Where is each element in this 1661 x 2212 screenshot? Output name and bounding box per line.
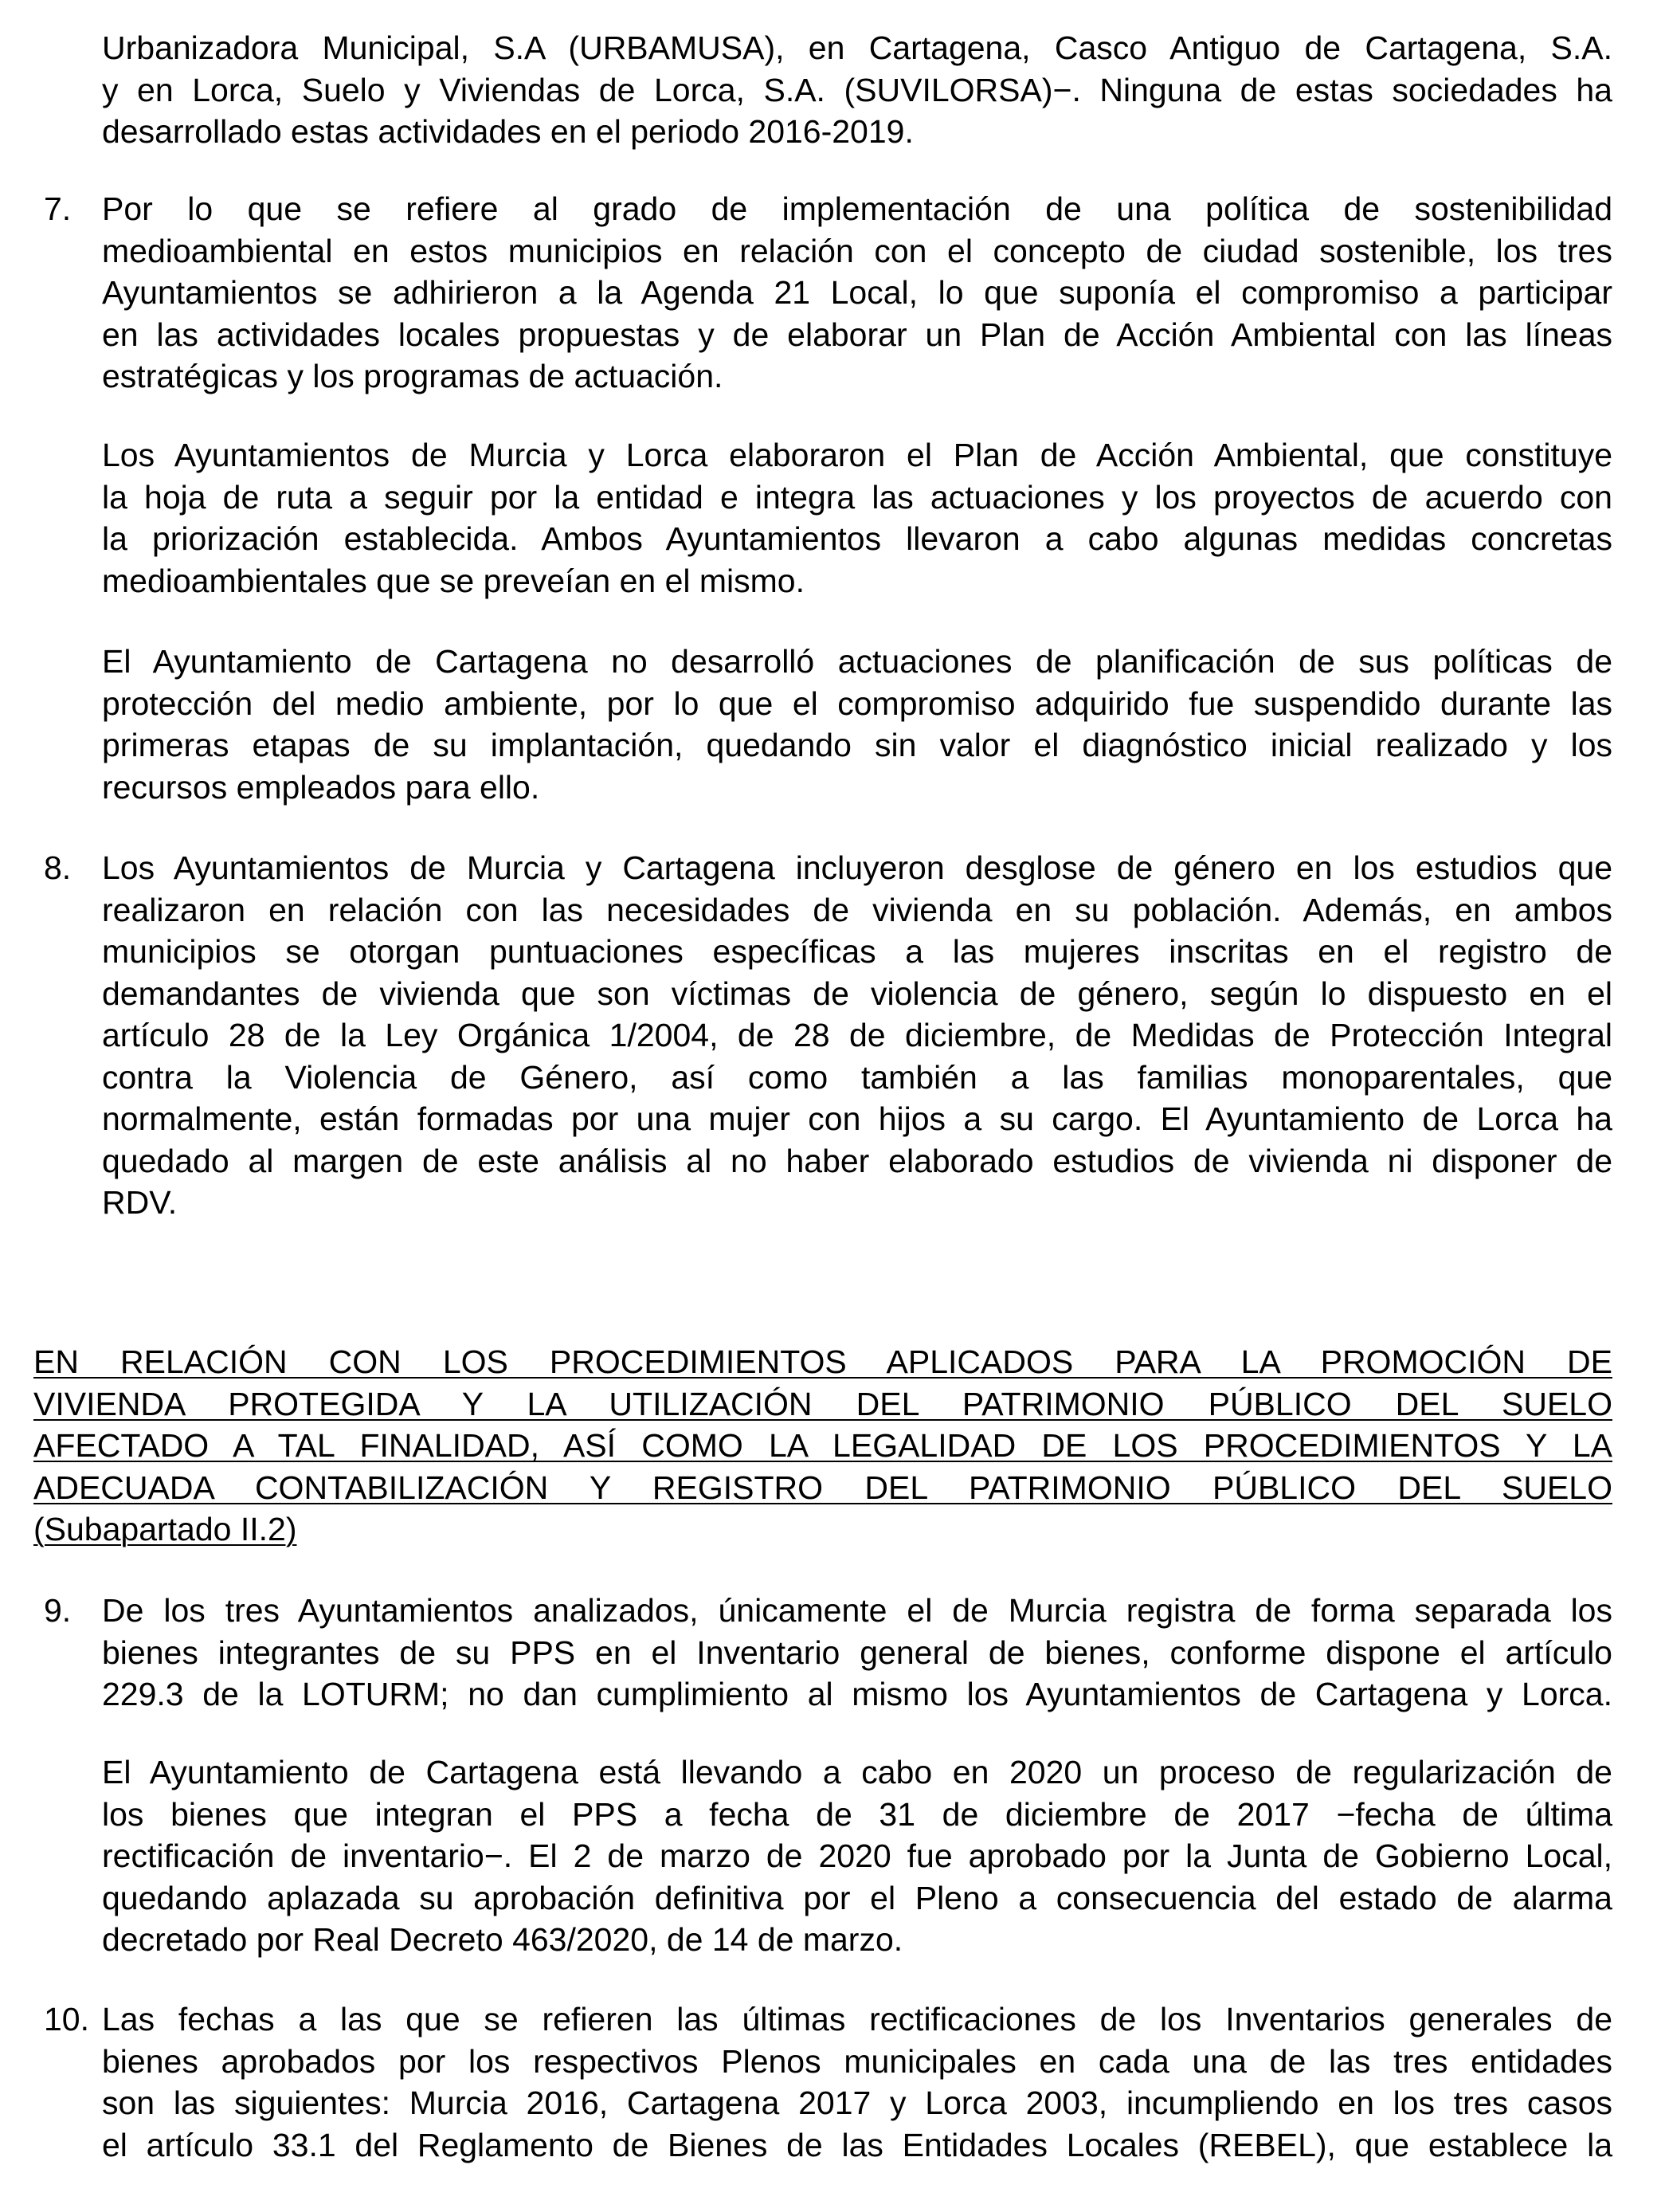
text-line: bienes aprobados por los respectivos Plenos municipales en cada una de las tres entidades [102, 2042, 1612, 2080]
text-line: rectificación de inventario−. El 2 de marzo de 2020 fue aprobado por la Junta de Gobierno Local, [102, 1837, 1612, 1874]
text-line: normalmente, están formadas por una mujer con hijos a su cargo. El Ayuntamiento de Lorca ha [102, 1100, 1612, 1137]
text-line: son las siguientes: Murcia 2016, Cartagena 2017 y Lorca 2003, incumpliendo en los tres casos [102, 2085, 1612, 2121]
text-line: primeras etapas de su implantación, quedando sin valor el diagnóstico inicial realizado y los [102, 727, 1612, 763]
text-line: el artículo 33.1 del Reglamento de Bienes de las Entidades Locales (REBEL), que establece la [102, 2126, 1612, 2163]
text-line: bienes integrantes de su PPS en el Inventario general de bienes, conforme dispone el artículo [102, 1634, 1612, 1671]
text-line: los bienes que integran el PPS a fecha de 31 de diciembre de 2017 −fecha de última [102, 1795, 1612, 1833]
text-line: RDV. [102, 1184, 178, 1221]
text-line: quedado al margen de este análisis al no haber elaborado estudios de vivienda ni disponer de [102, 1142, 1612, 1179]
text-line: Las fechas a las que se refieren las últimas rectificaciones de los Inventarios generales de [102, 2001, 1612, 2037]
list-number: 9. [44, 1592, 72, 1629]
text-line: municipios se otorgan puntuaciones específicas a las mujeres inscritas en el registro de [102, 933, 1612, 970]
text-line: medioambiental en estos municipios en relación con el concepto de ciudad sostenible, los tres [102, 232, 1612, 269]
text-line: protección del medio ambiente, por lo que el compromiso adquirido fue suspendido durante las [102, 684, 1612, 722]
text-line: decretado por Real Decreto 463/2020, de 14 de marzo. [102, 1921, 903, 1958]
text-line: contra la Violencia de Género, así como también a las familias monoparentales, que [102, 1058, 1612, 1096]
text-line: y en Lorca, Suelo y Viviendas de Lorca, S.A. (SUVILORSA)−. Ninguna de estas sociedades ha [102, 71, 1612, 108]
text-line: recursos empleados para ello. [102, 768, 540, 806]
text-line: Los Ayuntamientos de Murcia y Cartagena incluyeron desglose de género en los estudios que [102, 849, 1612, 886]
text-line: demandantes de vivienda que son víctimas de violencia de género, según lo dispuesto en el [102, 975, 1612, 1012]
heading-line: (Subapartado II.2) [33, 1511, 297, 1547]
text-line: la hoja de ruta a seguir por la entidad e integra las actuaciones y los proyectos de acuerdo con [102, 478, 1612, 516]
list-item-9 [102, 1590, 1612, 1716]
text-line: El Ayuntamiento de Cartagena está llevando a cabo en 2020 un proceso de regularización de [102, 1754, 1612, 1790]
list-item-7 [102, 188, 1612, 398]
text-line: quedando aplazada su aprobación definitiva por el Pleno a consecuencia del estado de alarma [102, 1879, 1612, 1916]
heading-line: VIVIENDA PROTEGIDA Y LA UTILIZACIÓN DEL PATRIMONIO PÚBLICO DEL SUELO [33, 1385, 1612, 1422]
list-item-10 [102, 1998, 1612, 2166]
text-line: desarrollado estas actividades en el periodo 2016-2019. [102, 113, 914, 150]
text-line: artículo 28 de la Ley Orgánica 1/2004, de 28 de diciembre, de Medidas de Protección Integral [102, 1017, 1612, 1053]
paragraph-cartagena-regularizacion [102, 1751, 1612, 1961]
text-line: realizaron en relación con las necesidades de vivienda en su población. Además, en ambos [102, 891, 1612, 928]
text-line: Urbanizadora Municipal, S.A (URBAMUSA), en Cartagena, Casco Antiguo de Cartagena, S.A. [102, 29, 1612, 66]
list-number: 8. [44, 849, 72, 886]
text-line: 229.3 de la LOTURM; no dan cumplimiento al mismo los Ayuntamientos de Cartagena y Lorca. [102, 1676, 1612, 1712]
text-line: Ayuntamientos se adhirieron a la Agenda 21 Local, lo que suponía el compromiso a participar [102, 274, 1612, 311]
text-line: De los tres Ayuntamientos analizados, únicamente el de Murcia registra de forma separada los [102, 1592, 1612, 1629]
heading-line: EN RELACIÓN CON LOS PROCEDIMIENTOS APLICADOS PARA LA PROMOCIÓN DE [33, 1343, 1612, 1380]
heading-line: ADECUADA CONTABILIZACIÓN Y REGISTRO DEL PATRIMONIO PÚBLICO DEL SUELO [33, 1469, 1612, 1506]
text-line: la priorización establecida. Ambos Ayuntamientos llevaron a cabo algunas medidas concretas [102, 520, 1612, 557]
text-line: Los Ayuntamientos de Murcia y Lorca elaboraron el Plan de Acción Ambiental, que constituye [102, 437, 1612, 473]
list-number: 7. [44, 190, 72, 227]
list-number: 10. [44, 2001, 89, 2037]
heading-line: AFECTADO A TAL FINALIDAD, ASÍ COMO LA LEGALIDAD DE LOS PROCEDIMIENTOS Y LA [33, 1427, 1612, 1464]
list-item-8 [102, 847, 1612, 1224]
text-line: en las actividades locales propuestas y de elaborar un Plan de Acción Ambiental con las líneas [102, 316, 1612, 353]
paragraph-continuation [102, 27, 1612, 153]
paragraph-cartagena [102, 641, 1612, 808]
text-line: Por lo que se refiere al grado de implementación de una política de sostenibilidad [102, 190, 1612, 227]
section-heading [33, 1341, 1612, 1551]
text-line: El Ayuntamiento de Cartagena no desarrolló actuaciones de planificación de sus políticas de [102, 643, 1612, 680]
text-line: estratégicas y los programas de actuación. [102, 358, 723, 394]
text-line: medioambientales que se preveían en el mismo. [102, 562, 805, 599]
paragraph-murcia-lorca [102, 434, 1612, 602]
